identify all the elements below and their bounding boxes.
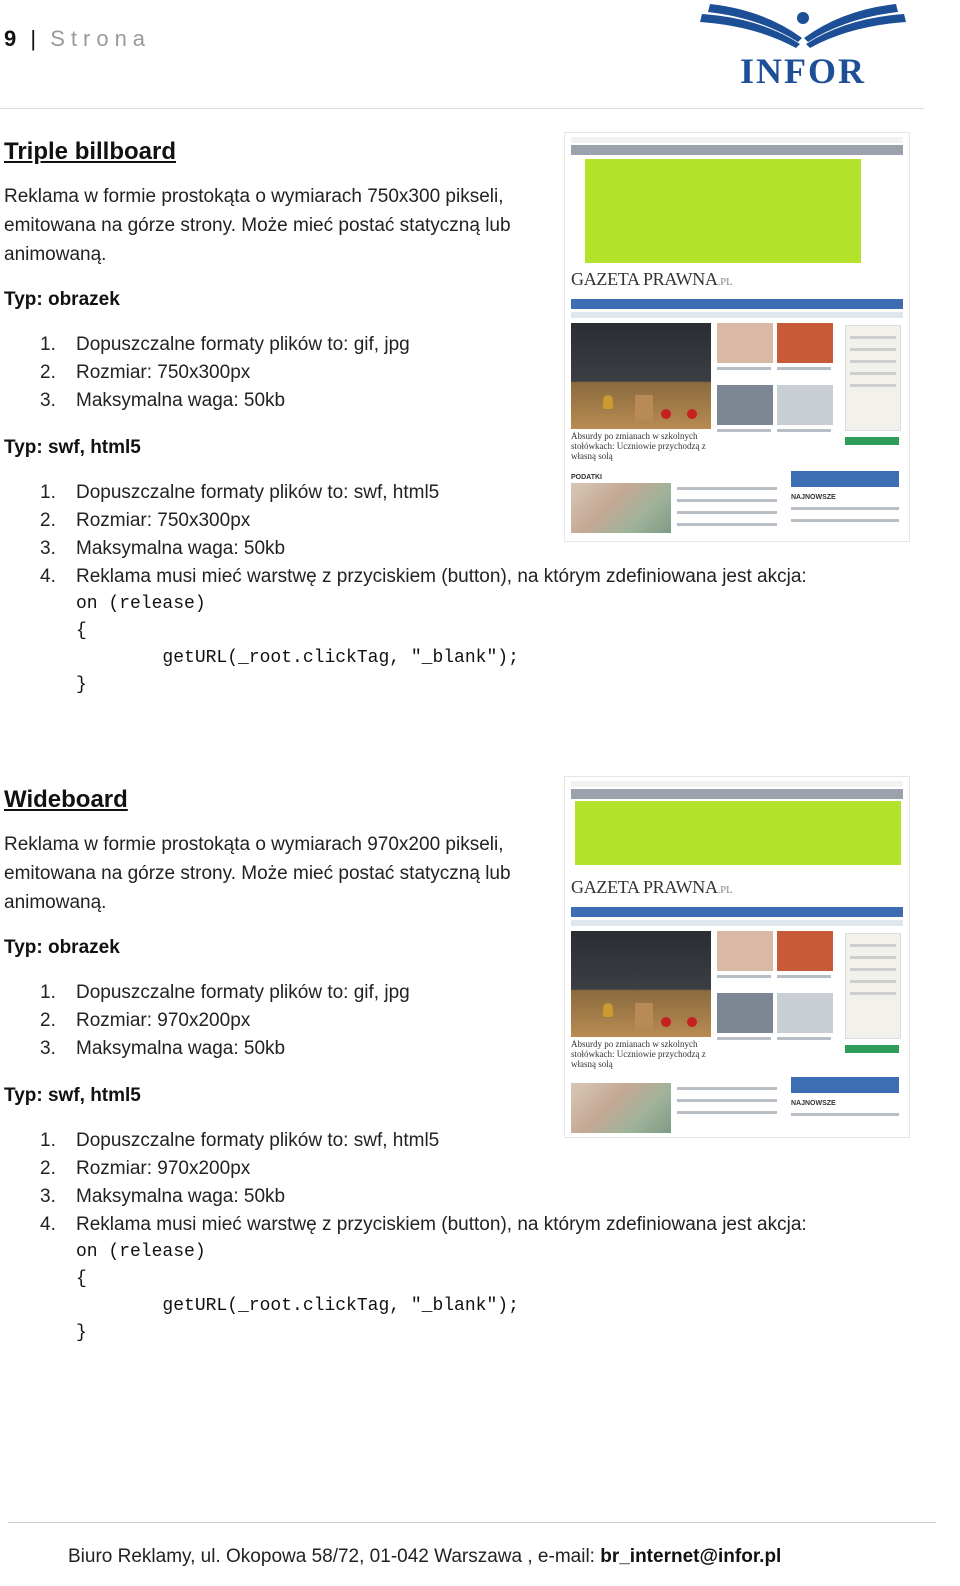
news-label: NAJNOWSZE	[791, 1100, 836, 1107]
apple-icon	[687, 1017, 697, 1027]
code-line: getURL(_root.clickTag, "_blank");	[76, 648, 519, 668]
list-item: 1. Dopuszczalne formaty plików to: gif, jpg	[40, 334, 410, 355]
list-item: 2. Rozmiar: 750x300px	[40, 362, 251, 383]
list-item: 1. Dopuszczalne formaty plików to: gif, jpg	[40, 982, 410, 1003]
site-nav	[571, 299, 903, 309]
text-line	[677, 1111, 777, 1114]
site-subnav	[571, 312, 903, 318]
header-divider	[0, 108, 924, 109]
subscribe-button[interactable]	[845, 1045, 899, 1053]
newspaper-cover	[845, 325, 901, 431]
apple-icon	[661, 1017, 671, 1027]
page-header	[4, 26, 151, 52]
code-line: on (release)	[76, 594, 206, 614]
news-thumb	[717, 385, 773, 425]
type-swf-label: Typ: swf, html5	[4, 437, 141, 458]
site-nav	[571, 907, 903, 917]
bag-icon	[635, 1003, 653, 1029]
bag-icon	[635, 395, 653, 421]
list-item: 4. Reklama musi mieć warstwę z przyciskiem (button), na którym zdefiniowana jest akcja:	[40, 566, 807, 587]
news-thumb	[777, 931, 833, 971]
site-logo: GAZETA PRAWNA.PL	[571, 877, 733, 897]
site-topbar	[571, 137, 903, 143]
list-item: 1. Dopuszczalne formaty plików to: swf, html5	[40, 1130, 440, 1151]
swf-requirements-list	[4, 1127, 924, 1239]
page-number: 9	[4, 26, 19, 51]
section-description: Reklama w formie prostokąta o wymiarach 750x300 pikseli, emitowana na górze strony. Może mieć postać statyczną lub animowaną.	[4, 186, 511, 265]
apple-icon	[687, 409, 697, 419]
type-swf-label: Typ: swf, html5	[4, 1085, 141, 1106]
hero-caption: Absurdy po zmianach w szkolnych stołówkach: Uczniowie przychodzą z własną solą	[571, 1039, 706, 1069]
list-item: 3. Maksymalna waga: 50kb	[40, 1186, 286, 1207]
text-line	[777, 1037, 831, 1040]
news-thumb	[717, 993, 773, 1033]
code-line: getURL(_root.clickTag, "_blank");	[76, 1296, 519, 1316]
news-thumb	[717, 323, 773, 363]
list-item: 3. Maksymalna waga: 50kb	[40, 538, 286, 559]
section-title: Triple billboard	[4, 138, 177, 165]
site-subnav	[571, 920, 903, 926]
wideboard-example-screenshot	[564, 776, 910, 1138]
billboard-example-screenshot	[564, 132, 910, 542]
footer-address: Biuro Reklamy, ul. Okopowa 58/72, 01-042 Warszawa , e-mail:	[68, 1546, 601, 1567]
text-line	[717, 429, 771, 432]
news-thumb	[777, 323, 833, 363]
subscribe-button[interactable]	[845, 437, 899, 445]
text-line	[777, 429, 831, 432]
news-thumb	[717, 931, 773, 971]
code-line: }	[76, 675, 87, 695]
text-line	[717, 975, 771, 978]
list-item: 2. Rozmiar: 970x200px	[40, 1010, 251, 1031]
page-separator: |	[30, 26, 39, 51]
tax-label: PODATKI	[571, 474, 602, 481]
text-line	[777, 975, 831, 978]
ad-placeholder	[575, 801, 901, 865]
promo-banner	[791, 1077, 899, 1093]
money-photo	[571, 483, 671, 533]
infor-logo	[700, 4, 906, 91]
apple-icon	[661, 409, 671, 419]
site-toolbar	[571, 789, 903, 799]
ad-placeholder	[585, 159, 861, 263]
text-line	[677, 523, 777, 526]
promo-banner	[791, 471, 899, 487]
text-line	[791, 519, 899, 522]
text-line	[677, 499, 777, 502]
site-toolbar	[571, 145, 903, 155]
text-line	[677, 487, 777, 490]
type-image-label: Typ: obrazek	[4, 937, 120, 958]
site-logo: GAZETA PRAWNA.PL	[571, 269, 733, 289]
list-item: 4. Reklama musi mieć warstwę z przyciskiem (button), na którym zdefiniowana jest akcja:	[40, 1214, 807, 1235]
code-line: {	[76, 1269, 87, 1289]
newspaper-cover	[845, 933, 901, 1039]
bell-icon	[603, 1003, 613, 1017]
code-line: }	[76, 1323, 87, 1343]
money-photo	[571, 1083, 671, 1133]
news-label: NAJNOWSZE	[791, 494, 836, 501]
list-item: 1. Dopuszczalne formaty plików to: swf, html5	[40, 482, 440, 503]
list-item: 2. Rozmiar: 750x300px	[40, 510, 251, 531]
list-item: 3. Maksymalna waga: 50kb	[40, 390, 286, 411]
text-line	[717, 1037, 771, 1040]
text-line	[791, 507, 899, 510]
text-line	[717, 367, 771, 370]
footer-divider	[8, 1522, 936, 1523]
text-line	[777, 367, 831, 370]
code-line: on (release)	[76, 1242, 206, 1262]
text-line	[791, 1113, 899, 1116]
section-title: Wideboard	[4, 786, 128, 813]
text-line	[677, 1087, 777, 1090]
page-word: Strona	[50, 26, 152, 51]
news-thumb	[777, 385, 833, 425]
code-line: {	[76, 621, 87, 641]
infor-logo-text: INFOR	[740, 51, 866, 91]
site-topbar	[571, 781, 903, 787]
list-item: 2. Rozmiar: 970x200px	[40, 1158, 251, 1179]
bell-icon	[603, 395, 613, 409]
list-item: 3. Maksymalna waga: 50kb	[40, 1038, 286, 1059]
hero-caption: Absurdy po zmianach w szkolnych stołówkach: Uczniowie przychodzą z własną solą	[571, 431, 706, 461]
infor-wings-icon	[700, 4, 906, 56]
footer-email[interactable]: br_internet@infor.pl	[600, 1546, 782, 1567]
type-image-label: Typ: obrazek	[4, 289, 120, 310]
text-line	[677, 1099, 777, 1102]
text-line	[677, 511, 777, 514]
page-footer	[68, 1546, 781, 1568]
section-description: Reklama w formie prostokąta o wymiarach 970x200 pikseli, emitowana na górze strony. Może mieć postać statyczną lub animowaną.	[4, 834, 511, 913]
news-thumb	[777, 993, 833, 1033]
